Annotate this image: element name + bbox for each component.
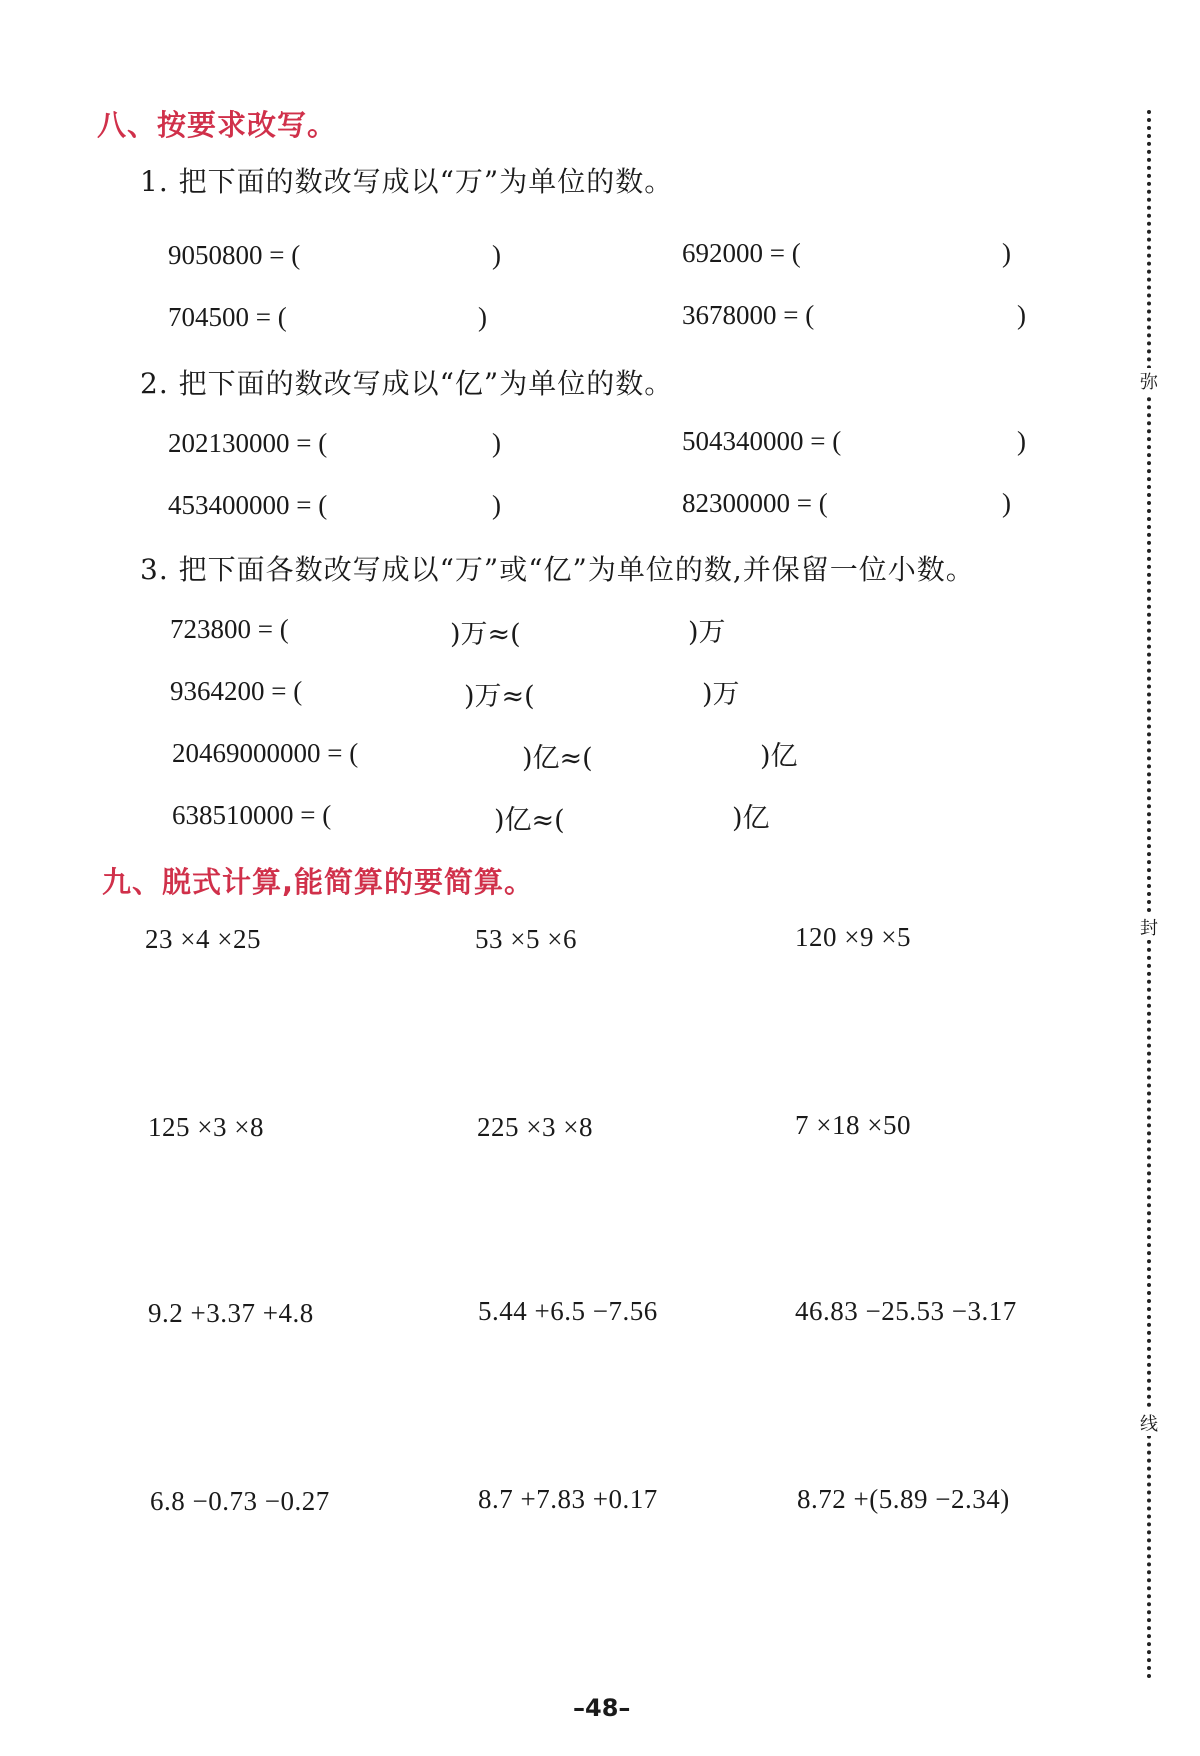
calc-problem-3: 120 ×9 ×5 bbox=[795, 922, 911, 952]
q2-item-2-close: ) bbox=[1017, 426, 1026, 456]
q3-item-3-mid: )亿≈( bbox=[522, 743, 593, 774]
q3-item-1-expr: 723800 = ( bbox=[170, 614, 289, 644]
seal-char-xian: 线 bbox=[1135, 1410, 1163, 1436]
q1-item-4-expr: 3678000 = ( bbox=[682, 300, 815, 330]
seal-char-feng: 封 bbox=[1135, 914, 1163, 940]
q3-item-4-expr: 638510000 = ( bbox=[172, 800, 332, 830]
calc-problem-9: 46.83 −25.53 −3.17 bbox=[795, 1296, 1017, 1326]
q2-item-3-expr: 453400000 = ( bbox=[168, 490, 328, 520]
q3-item-2-expr: 9364200 = ( bbox=[170, 676, 303, 706]
seal-dotted-line bbox=[1147, 110, 1151, 1680]
calc-problem-7: 9.2 +3.37 +4.8 bbox=[148, 1298, 314, 1328]
question-1-title: 1. 把下面的数改写成以“万”为单位的数。 bbox=[140, 165, 674, 198]
q2-item-2-expr: 504340000 = ( bbox=[682, 426, 842, 456]
q1-item-2-expr: 692000 = ( bbox=[682, 238, 801, 268]
q3-item-2-mid: )万≈( bbox=[464, 681, 535, 712]
question-3-title: 3. 把下面各数改写成以“万”或“亿”为单位的数,并保留一位小数。 bbox=[140, 553, 975, 586]
q3-item-1-mid: )万≈( bbox=[450, 619, 521, 650]
calc-problem-4: 125 ×3 ×8 bbox=[148, 1112, 264, 1142]
page-number: –48– bbox=[573, 1694, 631, 1722]
seal-char-mi: 弥 bbox=[1135, 368, 1163, 394]
q1-item-3-close: ) bbox=[478, 302, 487, 332]
calc-problem-8: 5.44 +6.5 −7.56 bbox=[478, 1296, 658, 1326]
calc-problem-12: 8.72 +(5.89 −2.34) bbox=[797, 1484, 1010, 1514]
q1-item-4-close: ) bbox=[1017, 300, 1026, 330]
calc-problem-10: 6.8 −0.73 −0.27 bbox=[150, 1486, 330, 1516]
q1-item-1-expr: 9050800 = ( bbox=[168, 240, 301, 270]
q2-item-4-expr: 82300000 = ( bbox=[682, 488, 828, 518]
section-8-title: 八、按要求改写。 bbox=[97, 108, 338, 142]
calc-problem-5: 225 ×3 ×8 bbox=[477, 1112, 593, 1142]
q3-item-4-end: )亿 bbox=[732, 803, 770, 834]
q3-item-3-end: )亿 bbox=[760, 741, 798, 772]
q1-item-3-expr: 704500 = ( bbox=[168, 302, 287, 332]
q3-item-2-end: )万 bbox=[702, 679, 740, 710]
q3-item-4-mid: )亿≈( bbox=[494, 805, 565, 836]
section-9-title: 九、脱式计算,能简算的要简算。 bbox=[102, 865, 535, 899]
q2-item-4-close: ) bbox=[1002, 488, 1011, 518]
q2-item-1-close: ) bbox=[492, 428, 501, 458]
q2-item-3-close: ) bbox=[492, 490, 501, 520]
calc-problem-1: 23 ×4 ×25 bbox=[145, 924, 261, 954]
q1-item-1-close: ) bbox=[492, 240, 501, 270]
calc-problem-11: 8.7 +7.83 +0.17 bbox=[478, 1484, 658, 1514]
q3-item-3-expr: 20469000000 = ( bbox=[172, 738, 359, 768]
calc-problem-6: 7 ×18 ×50 bbox=[795, 1110, 911, 1140]
q2-item-1-expr: 202130000 = ( bbox=[168, 428, 328, 458]
q1-item-2-close: ) bbox=[1002, 238, 1011, 268]
calc-problem-2: 53 ×5 ×6 bbox=[475, 924, 577, 954]
question-2-title: 2. 把下面的数改写成以“亿”为单位的数。 bbox=[140, 367, 674, 400]
q3-item-1-end: )万 bbox=[688, 617, 726, 648]
